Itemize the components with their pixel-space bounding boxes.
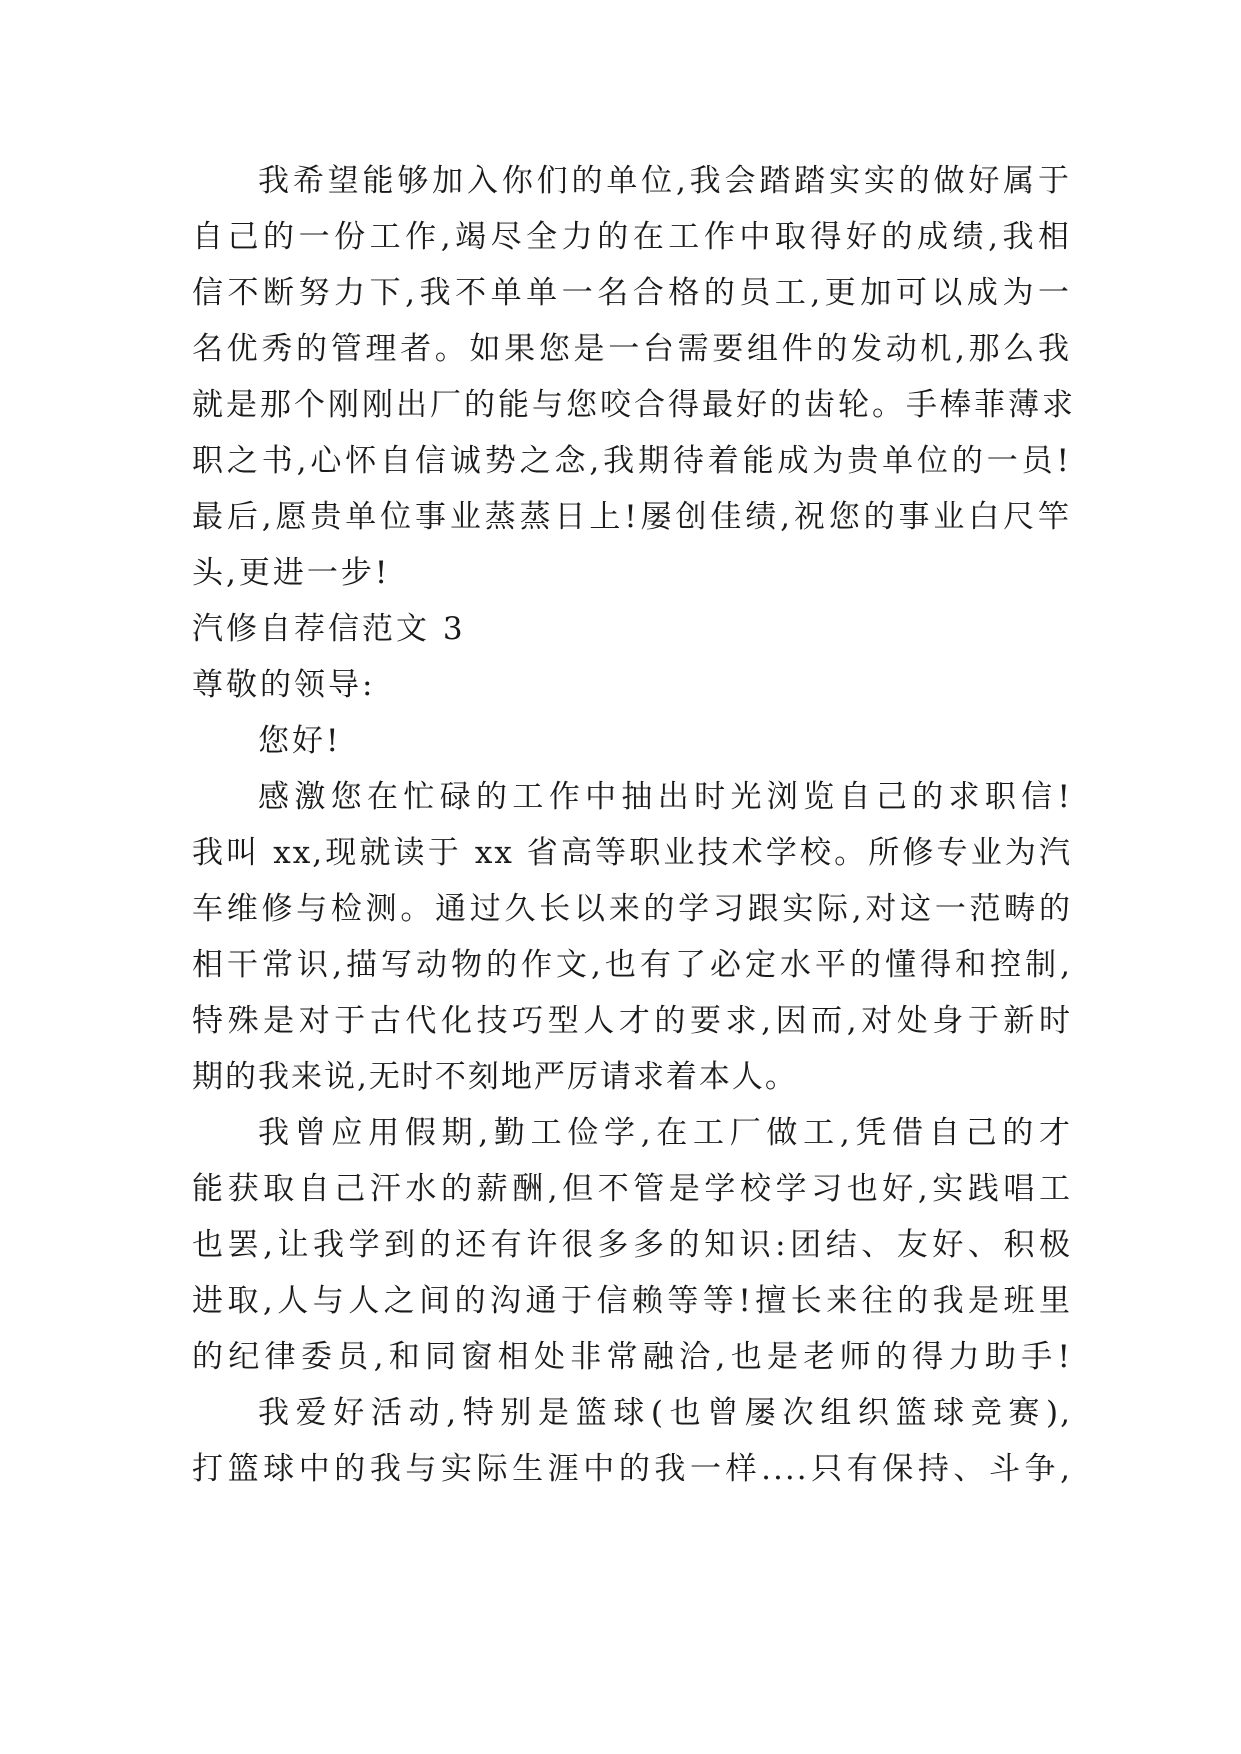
paragraph-line: 车维修与检测。通过久长以来的学习跟实际,对这一范畴的 xyxy=(192,891,1072,927)
paragraph-line: 打篮球中的我与实际生涯中的我一样....只有保持、斗争, xyxy=(192,1451,1072,1487)
paragraph-line: 我爱好活动,特别是篮球(也曾屡次组织篮球竞赛), xyxy=(258,1395,1072,1431)
paragraph-line: 名优秀的管理者。如果您是一台需要组件的发动机,那么我 xyxy=(192,331,1072,367)
greeting: 您好! xyxy=(258,723,342,759)
paragraph-line: 能获取自己汗水的薪酬,但不管是学校学习也好,实践唱工 xyxy=(192,1171,1072,1207)
paragraph-line: 信不断努力下,我不单单一名合格的员工,更加可以成为一 xyxy=(192,275,1072,311)
paragraph-line: 感激您在忙碌的工作中抽出时光浏览自己的求职信! xyxy=(258,779,1072,815)
paragraph-line: 就是那个刚刚出厂的能与您咬合得最好的齿轮。手棒菲薄求 xyxy=(192,387,1076,423)
paragraph-line: 相干常识,描写动物的作文,也有了必定水平的懂得和控制, xyxy=(192,947,1072,983)
paragraph-line: 我叫 xx,现就读于 xx 省高等职业技术学校。所修专业为汽 xyxy=(192,835,1072,871)
paragraph-line: 特殊是对于古代化技巧型人才的要求,因而,对处身于新时 xyxy=(192,1003,1072,1039)
paragraph-line: 我希望能够加入你们的单位,我会踏踏实实的做好属于 xyxy=(258,163,1072,199)
paragraph-line: 我曾应用假期,勤工俭学,在工厂做工,凭借自己的才 xyxy=(258,1115,1072,1151)
paragraph-line: 头,更进一步! xyxy=(192,555,391,591)
paragraph-line: 最后,愿贵单位事业蒸蒸日上!屡创佳绩,祝您的事业白尺竿 xyxy=(192,499,1072,535)
section-heading: 汽修自荐信范文 3 xyxy=(192,611,466,647)
paragraph-line: 期的我来说,无时不刻地严厉请求着本人。 xyxy=(192,1059,798,1095)
paragraph-line: 职之书,心怀自信诚势之念,我期待着能成为贵单位的一员! xyxy=(192,443,1072,479)
paragraph-line: 进取,人与人之间的沟通于信赖等等!擅长来往的我是班里 xyxy=(192,1283,1072,1319)
paragraph-line: 也罢,让我学到的还有许很多多的知识:团结、友好、积极 xyxy=(192,1227,1072,1263)
salutation: 尊敬的领导: xyxy=(192,667,376,703)
paragraph-line: 的纪律委员,和同窗相处非常融洽,也是老师的得力助手! xyxy=(192,1339,1072,1375)
paragraph-line: 自己的一份工作,竭尽全力的在工作中取得好的成绩,我相 xyxy=(192,219,1072,255)
